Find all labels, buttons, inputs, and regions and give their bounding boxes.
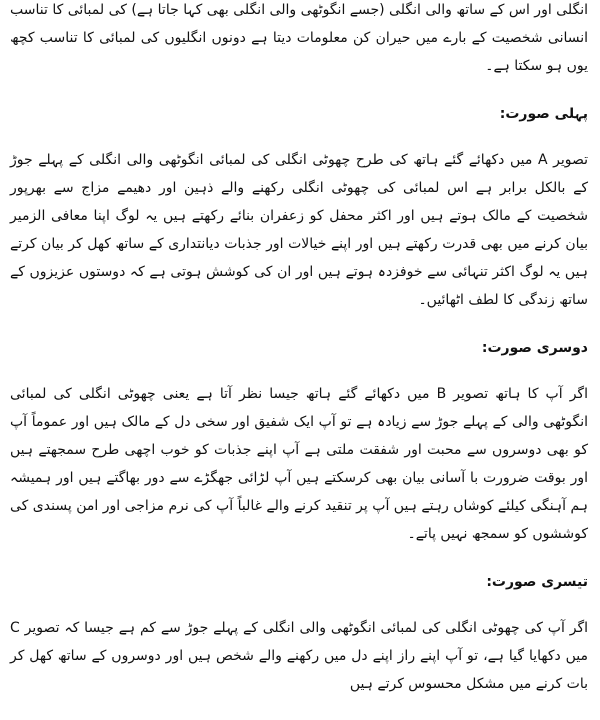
section-text-second: اگر آپ کا ہاتھ تصویر B میں دکھائے گئے ہاتھ جیسا نظر آتا ہے یعنی چھوٹی انگلی کی لمبائی انگوٹھی والی کے پہلے جوڑ سے زیادہ ہے تو آپ ایک شفیق اور سخی دل کے مالک ہیں اور عموماً آپ کو بھی دوسروں سے محبت اور شفقت ملتی ہے آپ اپنے جذبات کو خوب اچھی طرح سمجھتے ہیں اور بوقت ضرورت با آسانی بیان بھی کرسکتے ہیں آپ لڑائی جھگڑے سے دور بھاگتے ہیں اور ہمیشہ ہم آہنگی کیلئے کوشاں رہتے ہیں آپ پر تنقید کرنے والے غالباً آپ کی نرم مزاجی اور امن پسندی کی کوششوں کو سمجھ نہیں پاتے۔ xyxy=(10,386,588,542)
section-heading-first: پہلی صورت: xyxy=(499,106,588,122)
article-body xyxy=(10,0,588,720)
section-heading-second: دوسری صورت: xyxy=(481,340,588,356)
section-text-first: تصویر A میں دکھائے گئے ہاتھ کی طرح چھوٹی انگلی کی لمبائی انگوٹھی والی انگلی کے پہلے جوڑ کے بالکل برابر ہے اس لمبائی کی چھوٹی انگلی رکھنے والے ذہین اور دھیمے مزاج سے بھرپور شخصیت کے مالک ہوتے ہیں اور اکثر محفل کو زعفران بنائے رکھتے ہیں یہ لوگ اپنا معافی الزمیر بیان کرنے میں بھی قدرت رکھتے ہیں اور اپنے خیالات اور جذبات دیانتداری کے ساتھ کھل کر بیان کرتے ہیں یہ لوگ اکثر تنہائی سے خوفزدہ ہوتے ہیں اور ان کی کوشش ہوتی ہے کہ دوستوں عزیزوں کے ساتھ زندگی کا لطف اٹھائیں۔ xyxy=(10,152,588,308)
section-text-third: اگر آپ کی چھوٹی انگلی کی لمبائی انگوٹھی والی انگلی کے پہلے جوڑ سے کم ہے جیسا کہ تصویر C میں دکھایا گیا ہے، تو آپ اپنے راز اپنے دل میں رکھنے والے شخص ہیں اور دوسروں کے ساتھ کھل کر بات کرنے میں مشکل محسوس کرتے ہیں xyxy=(10,620,588,692)
section-heading-third: تیسری صورت: xyxy=(486,574,588,590)
intro-paragraph: انگلی اور اس کے ساتھ والی انگلی (جسے انگوٹھی والی انگلی بھی کہا جاتا ہے) کی لمبائی کا تناسب انسانی شخصیت کے بارے میں حیران کن معلومات دیتا ہے دونوں انگلیوں کی لمبائی کا تناسب کچھ یوں ہو سکتا ہے۔ xyxy=(10,2,588,74)
